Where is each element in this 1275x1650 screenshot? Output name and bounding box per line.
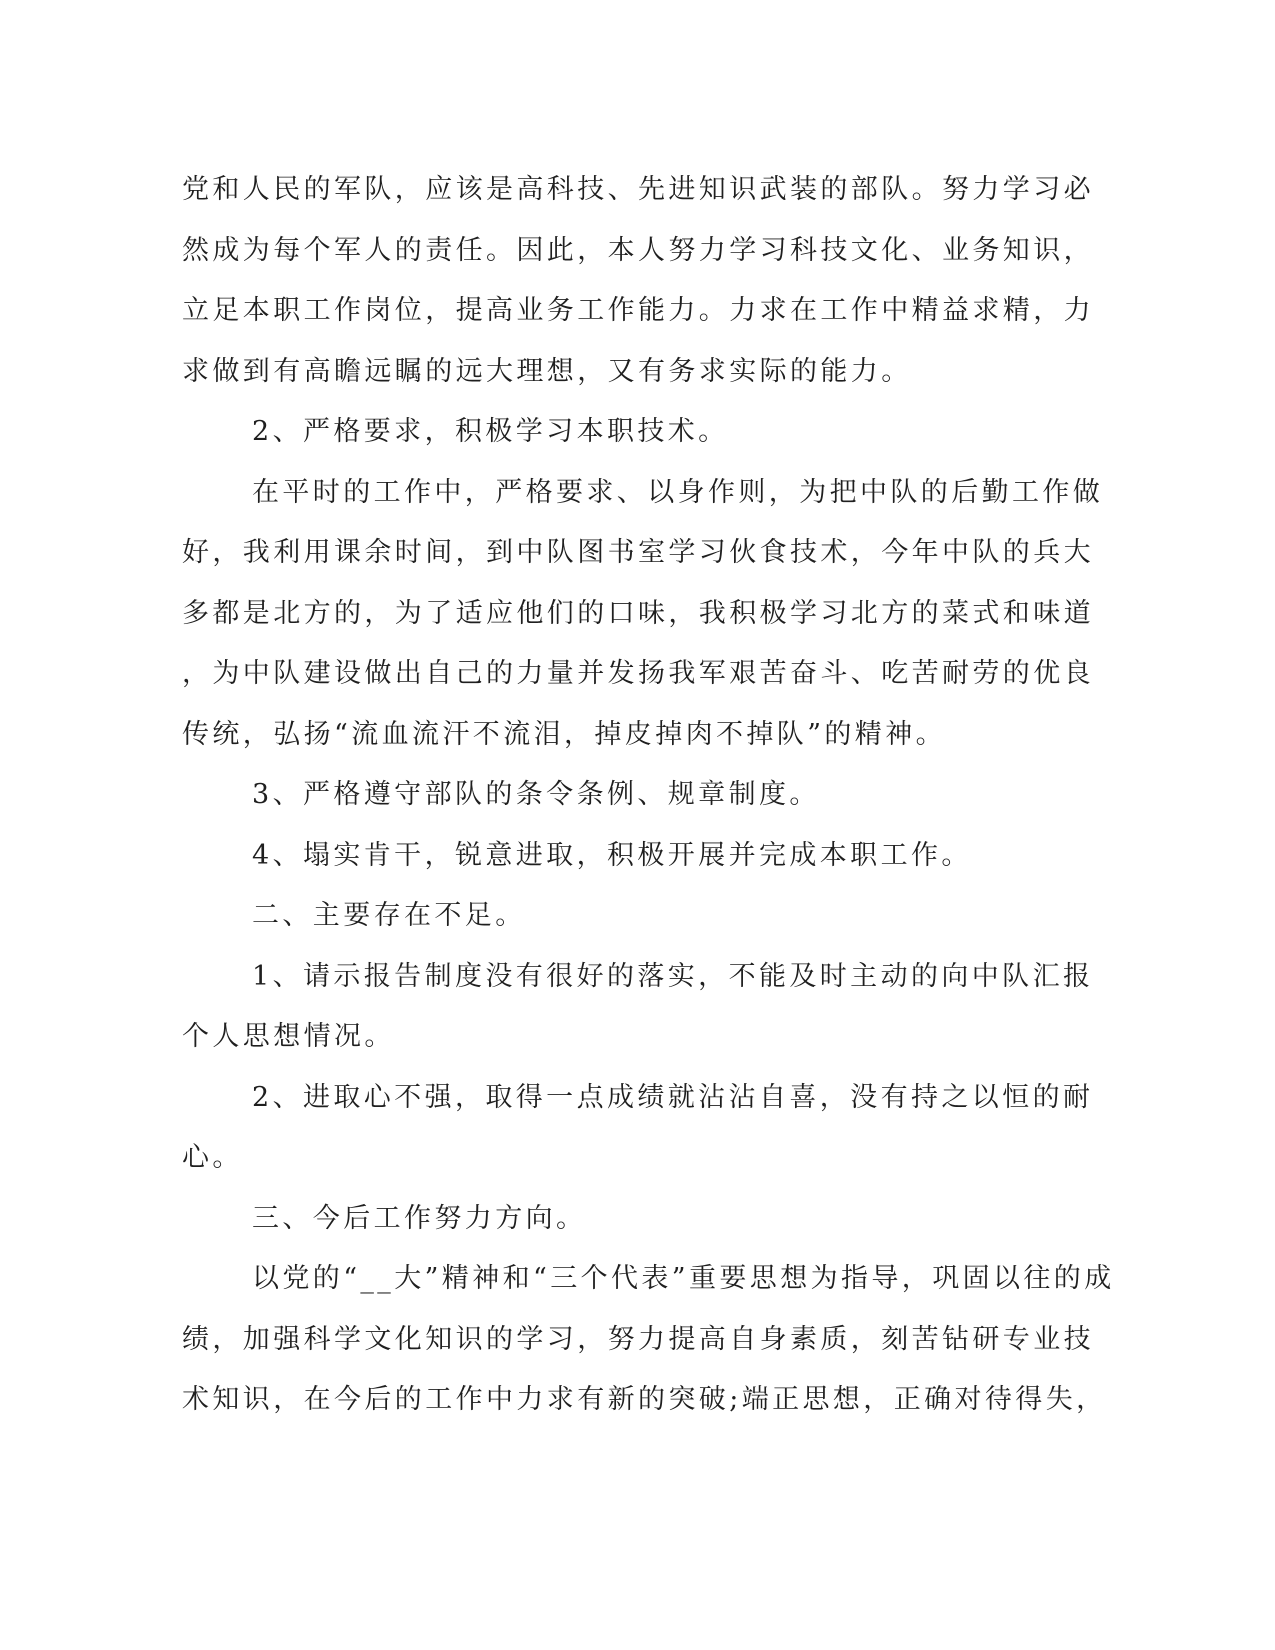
text-line: ，为中队建设做出自己的力量并发扬我军艰苦奋斗、吃苦耐劳的优良: [182, 658, 1094, 689]
text-line: 术知识，在今后的工作中力求有新的突破;端正思想，正确对待得失，: [182, 1384, 1107, 1415]
text-line: 求做到有高瞻远瞩的远大理想，又有务求实际的能力。: [182, 355, 912, 387]
text-line: 绩，加强科学文化知识的学习，努力提高自身素质，刻苦钻研专业技: [182, 1323, 1094, 1355]
document-paragraph: [182, 463, 1104, 766]
document-paragraph: [182, 1068, 1094, 1189]
document-paragraph: [182, 886, 1037, 947]
text-line: 以党的“__大”精神和“三个代表”重要思想为指导，巩固以往的成: [252, 1263, 1115, 1294]
text-line: 立足本职工作岗位，提高业务工作能力。力求在工作中精益求精，力: [182, 295, 1094, 326]
text-line: 好，我利用课余时间，到中队图书室学习伙食技术，今年中队的兵大: [182, 537, 1094, 568]
text-line: 党和人民的军队，应该是高科技、先进知识武装的部队。努力学习必: [182, 174, 1094, 205]
text-line: 三、今后工作努力方向。: [252, 1202, 587, 1234]
text-line: 2、进取心不强，取得一点成绩就沾沾自喜，没有持之以恒的耐: [252, 1081, 1094, 1113]
document-paragraph: [182, 826, 1037, 887]
document-paragraph: [182, 160, 1094, 402]
text-line: 心。: [182, 1142, 243, 1173]
document-paragraph: [182, 1189, 1037, 1250]
text-line: 4、塌实肯干，锐意进取，积极开展并完成本职工作。: [252, 839, 972, 871]
text-line: 在平时的工作中，严格要求、以身作则，为把中队的后勤工作做: [252, 476, 1104, 508]
document-paragraph: [182, 402, 1037, 463]
text-line: 多都是北方的，为了适应他们的口味，我积极学习北方的菜式和味道: [182, 597, 1094, 629]
document-paragraph: [182, 947, 1094, 1068]
document-paragraph: [182, 765, 1037, 826]
text-line: 二、主要存在不足。: [252, 900, 526, 931]
text-line: 3、严格遵守部队的条令条例、规章制度。: [252, 779, 820, 810]
text-line: 1、请示报告制度没有很好的落实，不能及时主动的向中队汇报: [252, 960, 1094, 992]
document-body: [182, 160, 1115, 1431]
text-line: 个人思想情况。: [182, 1021, 395, 1052]
text-line: 传统，弘扬“流血流汗不流泪，掉皮掉肉不掉队”的精神。: [182, 718, 947, 750]
text-line: 然成为每个军人的责任。因此，本人努力学习科技文化、业务知识，: [182, 234, 1094, 266]
text-line: 2、严格要求，积极学习本职技术。: [252, 416, 729, 447]
document-paragraph: [182, 1249, 1115, 1431]
